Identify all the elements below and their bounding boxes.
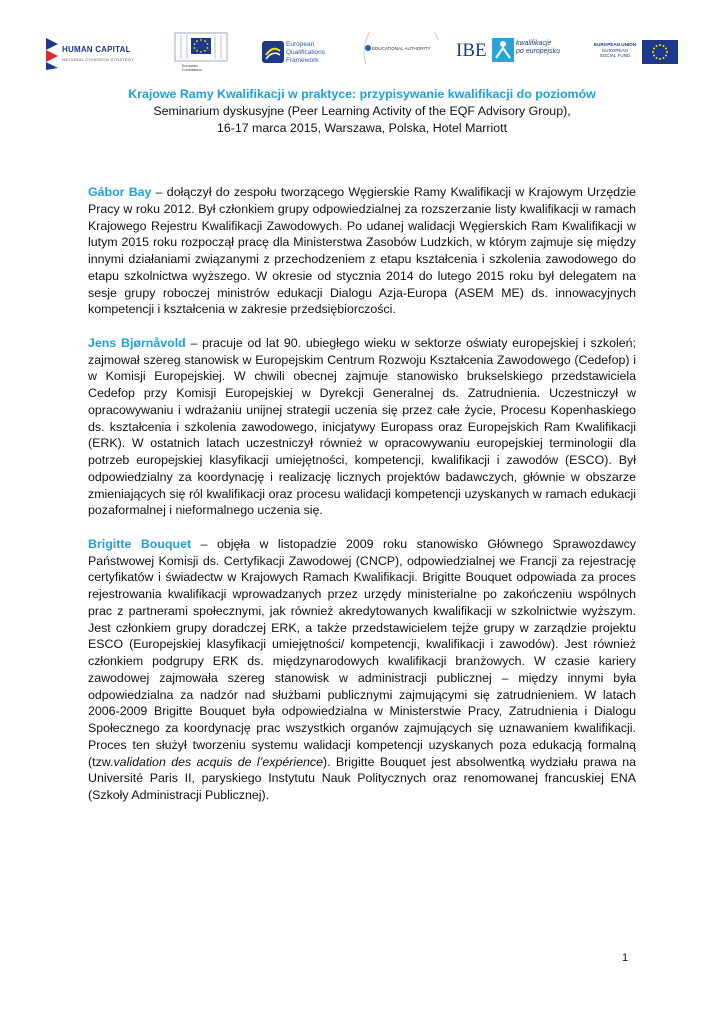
esf-line1: EUROPEAN UNION <box>593 42 637 47</box>
ibe-line2: po europejsku <box>516 48 560 55</box>
ec-caption-line2: Commission <box>182 68 202 72</box>
esf-logo <box>592 40 682 66</box>
document-subtitle-line1: Seminarium dyskusyjne (Peer Learning Activity of the EQF Advisory Group), <box>153 104 571 118</box>
ibe-logo <box>450 36 560 70</box>
bio-text: ). Brigitte Bouquet jest absolwentką wydziału prawa na Université Paris II, paryskiego Instytutu Nauk Politycznych oraz renomowanej francuskiej ENA (Szkoły Administracji Publicznej). <box>88 754 636 802</box>
page-number: 1 <box>622 952 629 964</box>
ibe-line1: kwalifikacje <box>516 40 552 47</box>
document-body <box>88 184 636 821</box>
document-subtitle-line2: 16-17 marca 2015, Warszawa, Polska, Hotel Marriott <box>216 121 508 135</box>
bio-name: Gábor Bay <box>88 185 152 199</box>
bio-text: – dołączył do zespołu tworzącego Węgierskie Ramy Kwalifikacji w Krajowym Urzędzie Pracy w roku 2012. Był członkiem grupy odpowiedzialnej za rozszerzanie listy kwalifikacji w ramach Krajowego Rejestru Kwalifikacji Zawodowych. Po udanej walidacji Węgierskich Ram Kwalifikacji w lutym 2015 roku rozpoczął pracę dla Ministerstwa Zasobów Ludzkich, w którym zajmuje się między innymi działaniami związanymi z przechodzeniem z etapu kształcenia i szkolenia zawodowego do etapu szkolnictwa wyższego. W okresie od stycznia 2014 do lutego 2015 roku był delegatem na sesje grupy roboczej ministrów edukacji Dialogu Azja-Europa (ASEM ME) ds. innowacyjnych kompetencji i kształcenia w zakresie przedsiębiorczości. <box>88 185 636 317</box>
european-commission-logo <box>172 29 230 73</box>
document-title: Krajowe Ramy Kwalifikacji w praktyce: przypisywanie kwalifikacji do poziomów <box>128 87 596 101</box>
human-capital-name: HUMAN CAPITAL <box>62 45 131 54</box>
educational-authority-logo <box>360 32 442 68</box>
esf-caption <box>592 42 638 59</box>
esf-line2: EUROPEAN <box>602 47 628 53</box>
eqf-caption <box>286 41 325 65</box>
eqf-emblem-icon <box>262 41 284 63</box>
ec-caption-line1: European <box>182 64 198 68</box>
bio-paragraph <box>88 536 636 804</box>
eu-flag-icon <box>642 40 678 64</box>
eqf-line1: European <box>286 41 315 48</box>
ibe-name: IBE <box>456 40 487 61</box>
human-capital-logo <box>44 36 154 74</box>
eqf-line3: Framework <box>286 57 319 64</box>
bio-paragraph <box>88 335 636 519</box>
document-header <box>40 86 684 137</box>
eqf-logo <box>262 38 352 68</box>
ibe-figure-icon <box>492 38 514 62</box>
eqf-line2: Qualifications <box>286 49 326 56</box>
eu-commission-building-icon <box>172 29 230 63</box>
bio-text-italic: validation des acquis de l’expérience <box>113 754 323 769</box>
bio-name: Jens Bjørnåvold <box>88 335 186 350</box>
educational-authority-name: EDUCATIONAL AUTHORITY <box>372 46 431 51</box>
human-capital-tagline: NATIONAL COHESION STRATEGY <box>62 57 135 62</box>
bio-text: – pracuje od lat 90. ubiegłego wieku w sektorze oświaty europejskiej i szkoleń; zajmował szereg stanowisk w Europejskim Centrum Rozwoju Kształcenia Zawodowego (Cedefop) i w Komisji Europejskiej. W chwili obecnej zajmuje stanowisko brukselskiego przedstawiciela Cedefop przy Komisji Europejskiej w Dyrekcji Generalnej ds. Zatrudnienia. Uczestniczył w opracowywaniu i wdrażaniu unijnej strategii uczenia się przez całe życie, Procesu Kopenhaskiego ds. kształcenia i szkolenia zawodowego, inicjatywy Europass oraz Europejskich Ram Kwalifikacji (ERK). W ostatnich latach uczestniczył również w opracowywaniu europejskiej terminologii dla potrzeb europejskiej klasyfikacji umiejętności, kompetencji, kwalifikacji i zawodów (ESCO). Był odpowiedzialny za koordynację i realizację licznych projektów badawczych, głównie w obszarze zmieniających się ról kwalifikacji oraz procesu walidacji kompetencji uzyskanych w ramach edukacji pozaformalnej i nieformalnego uczenia się. <box>88 335 636 518</box>
logo-bar <box>0 0 724 90</box>
bio-name: Brigitte Bouquet <box>88 536 192 551</box>
bio-paragraph <box>88 184 636 318</box>
ibe-caption <box>516 40 560 56</box>
ec-caption <box>182 64 202 72</box>
esf-line3: SOCIAL FUND <box>599 53 631 59</box>
human-capital-emblem-icon <box>44 36 60 72</box>
bio-text: – objęła w listopadzie 2009 roku stanowisko Głównego Sprawozdawcy Państwowej Komisji ds. Certyfikacji Zawodowej (CNCP), odpowiedzialnej we Francji za rejestrację certyfikatów i świadectw w Krajowych Ramach Kwalifikacji. Brigitte Bouquet odpowiada za proces rejestrowania kwalifikacji wprowadzanych przez urzędy ministerialne po zakończeniu wspólnych prac z partnerami społecznymi, jak również akredytowanych kwalifikacji w szkolnictwie wyższym. Jest członkiem grupy doradczej ERK, a także przedstawicielem tejże grupy w zarządzie projektu ESCO (Europejskiej klasyfikacji umiejętności/ kompetencji, kwalifikacji i zawodów). Jest również członkiem podgrupy ERK ds. międzynarodowych kwalifikacji branżowych. W czasie kariery zawodowej zajmowała szereg stanowisk w administracji publicznej – między innymi była odpowiedzialna za nadzór nad służbami publicznymi zajmującymi się zatrudnieniem. W latach 2006-2009 Brigitte Bouquet była odpowiedzialna w Ministerstwie Pracy, Zatrudnienia i Dialogu Społecznego za koordynację prac wszystkich organów zajmujących się uznawaniem kwalifikacji. Proces ten służył tworzeniu systemu walidacji kompetencji uzyskanych poza edukacją formalną (tzw. <box>88 536 636 769</box>
